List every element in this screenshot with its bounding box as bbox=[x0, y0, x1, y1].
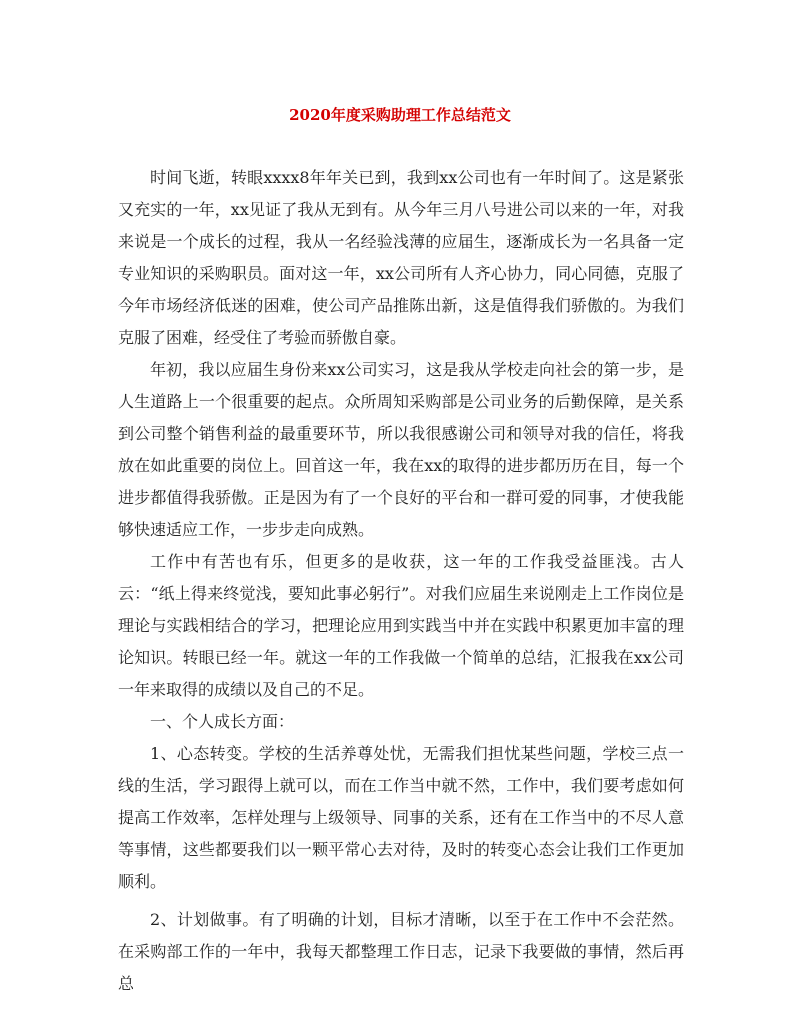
document-body bbox=[118, 162, 684, 1000]
paragraph-intro: 时间飞逝，转眼xxxx8年年关已到，我到xx公司也有一年时间了。这是紧张又充实的一年，xx见证了我从无到有。从今年三月八号进公司以来的一年，对我来说是一个成长的过程，我从一名经验浅薄的应届生，逐渐成长为一名具备一定专业知识的采购职员。面对这一年，xx公司所有人齐心协力，同心同德，克服了今年市场经济低迷的困难，使公司产品推陈出新，这是值得我们骄傲的。为我们克服了困难，经受住了考验而骄傲自豪。 bbox=[118, 168, 684, 347]
document-title: 2020年度采购助理工作总结范文 bbox=[289, 106, 511, 124]
paragraph-reflection: 工作中有苦也有乐，但更多的是收获，这一年的工作我受益匪浅。古人云：“纸上得来终觉浅，要知此事必躬行”。对我们应届生来说刚走上工作岗位是理论与实践相结合的学习，把理论应用到实践当中并在实践中积累更加丰富的理论知识。转眼已经一年。就这一年的工作我做一个简单的总结，汇报我在xx公司一年来取得的成绩以及自己的不足。 bbox=[118, 552, 684, 699]
paragraph-planning: 2、计划做事。有了明确的计划，目标才清晰，以至于在工作中不会茫然。在采购部工作的一年中，我每天都整理工作日志，记录下我要做的事情，然后再总 bbox=[118, 910, 684, 993]
paragraph-start-of-year: 年初，我以应届生身份来xx公司实习，这是我从学校走向社会的第一步，是人生道路上一个很重要的起点。众所周知采购部是公司业务的后勤保障，是关系到公司整个销售利益的最重要环节，所以我很感谢公司和领导对我的信任，将我放在如此重要的岗位上。回首这一年，我在xx的取得的进步都历历在目，每一个进步都值得我骄傲。正是因为有了一个良好的平台和一群可爱的同事，才使我能够快速适应工作，一步步走向成熟。 bbox=[118, 360, 684, 539]
section-heading-personal-growth: 一、个人成长方面： bbox=[150, 712, 295, 731]
paragraph-mindset-change: 1、心态转变。学校的生活养尊处忧，无需我们担忧某些问题，学校三点一线的生活，学习跟得上就可以，而在工作当中就不然，工作中，我们要考虑如何提高工作效率，怎样处理与上级领导、同事的关系，还有在工作当中的不尽人意等事情，这些都要我们以一颗平常心去对待，及时的转变心态会让我们工作更加顺利。 bbox=[118, 744, 684, 891]
